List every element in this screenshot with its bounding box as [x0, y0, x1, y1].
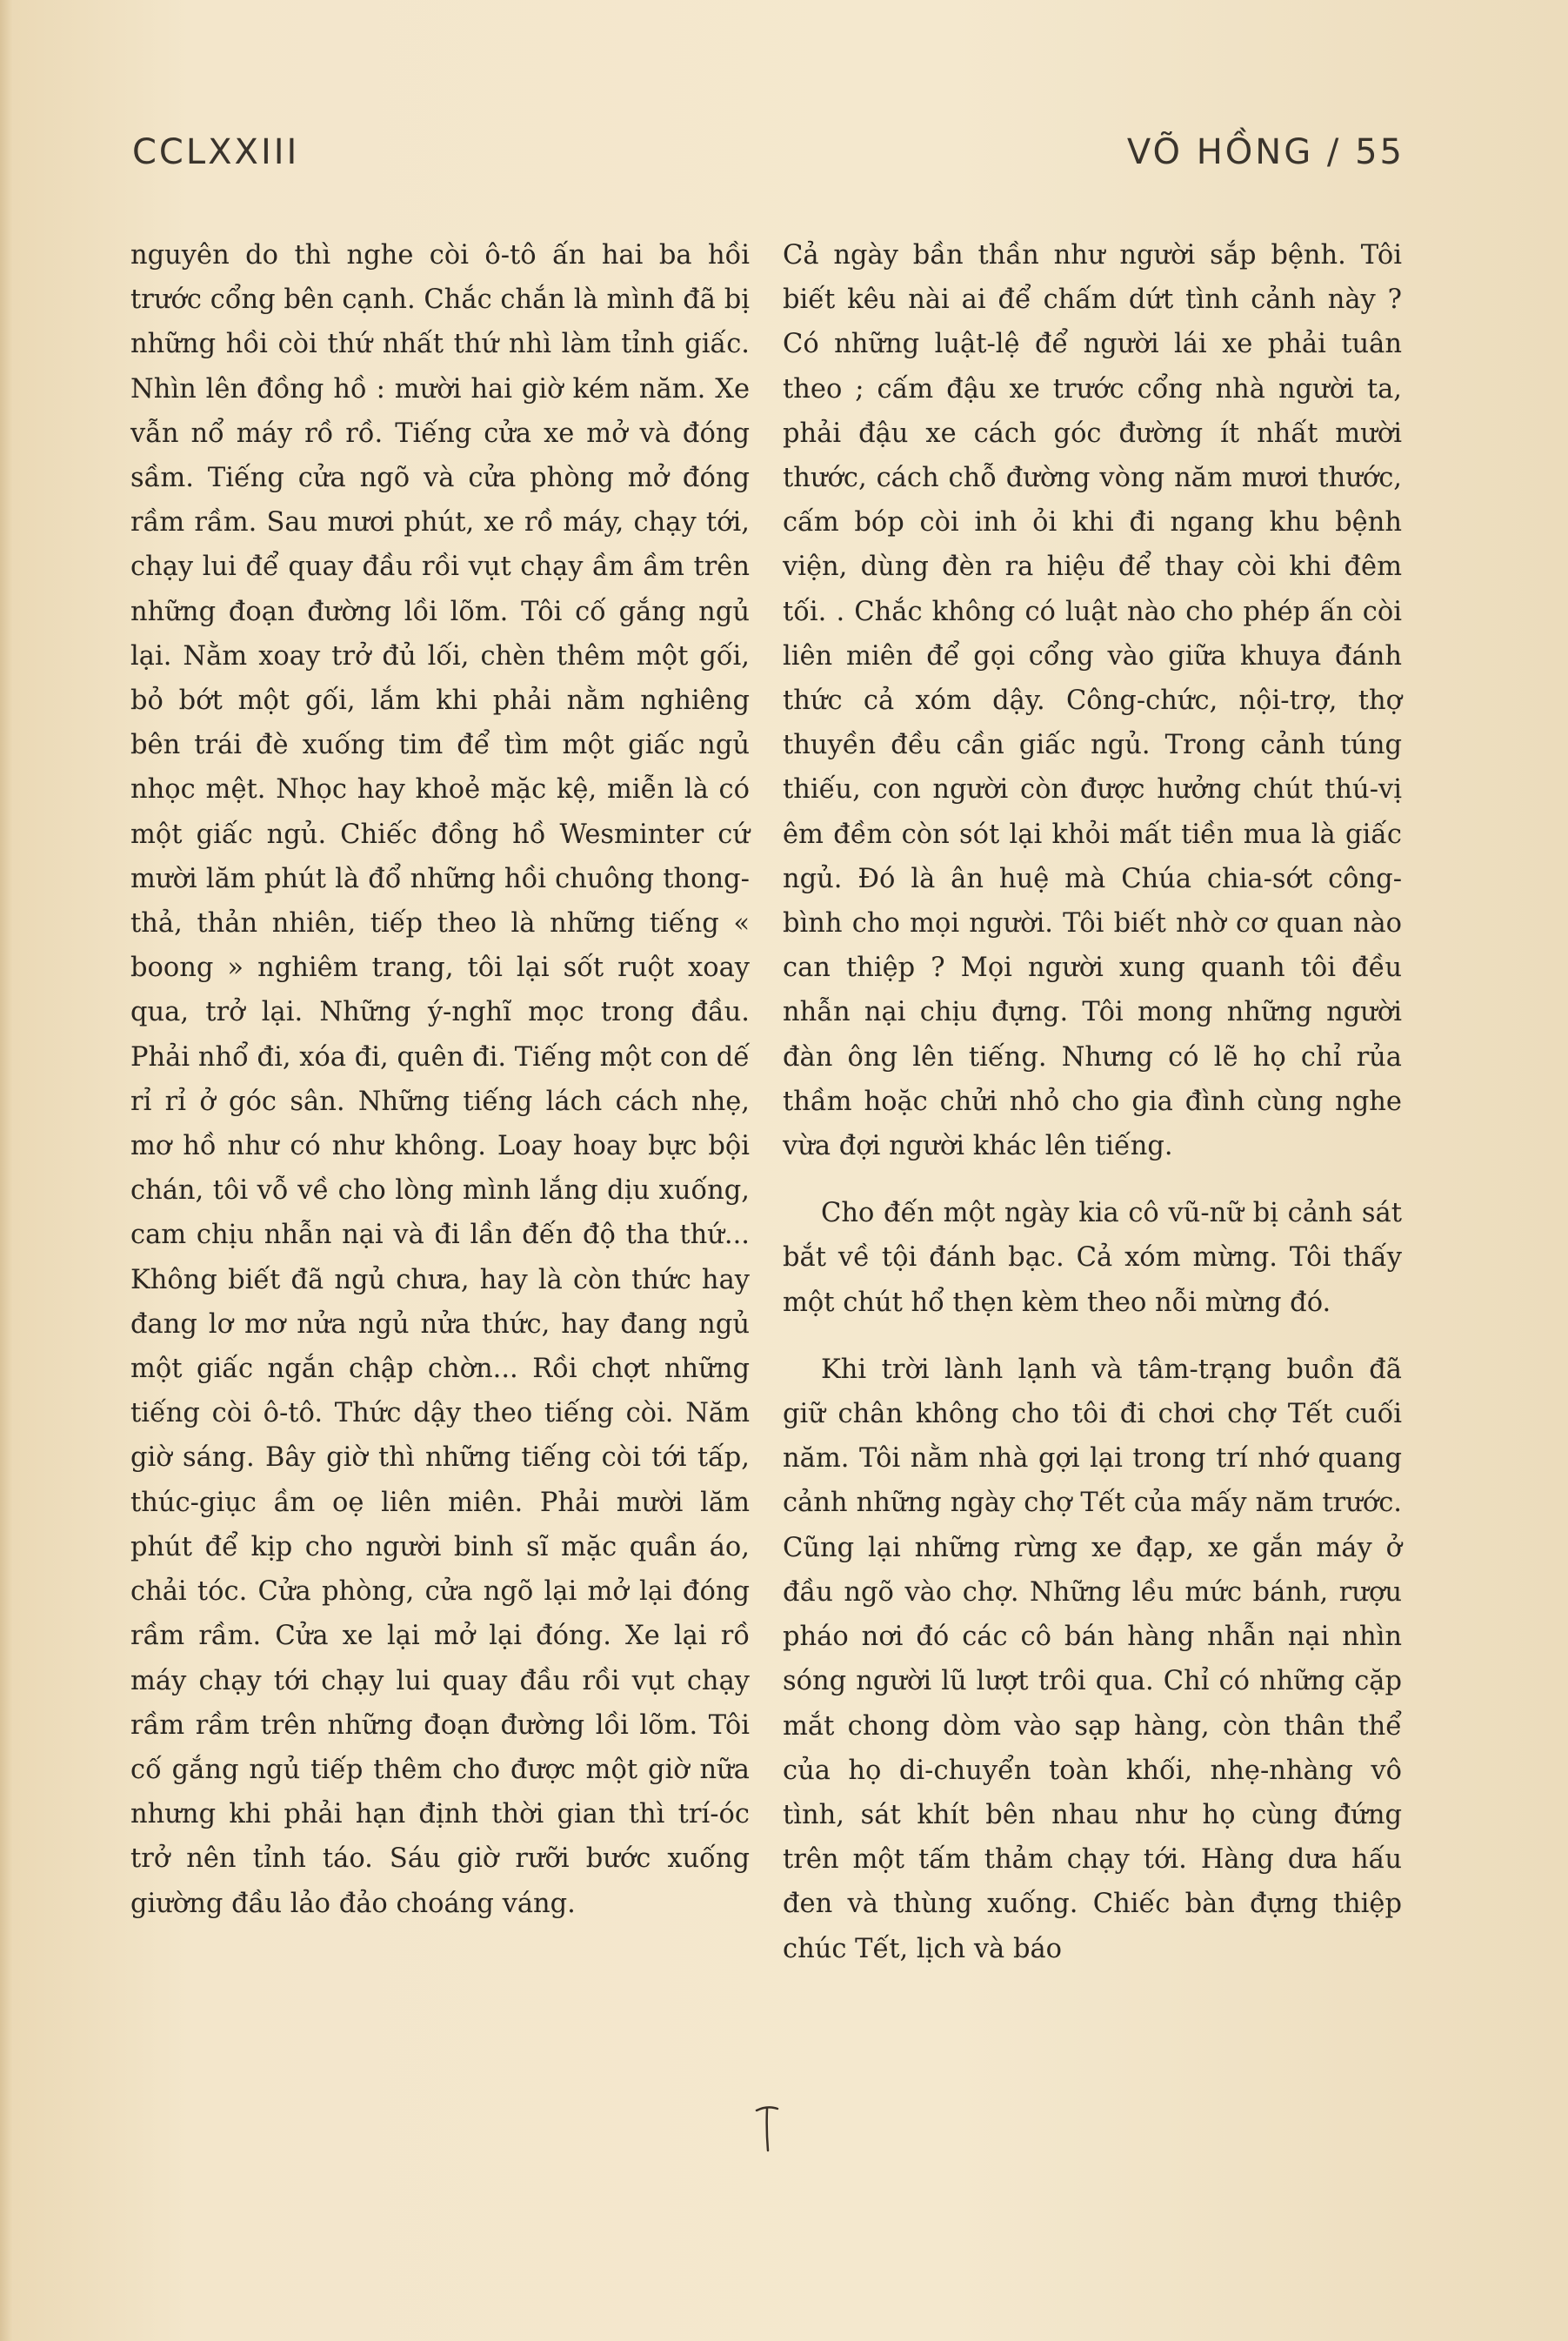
paragraph: Khi trời lành lạnh và tâm-trạng buồn đã giữ chân không cho tôi đi chơi chợ Tết cuối năm. Tôi nằm nhà gợi lại trong trí nhớ quang cảnh những ngày chợ Tết của mấy năm trước. Cũng lại những rừng xe đạp, xe gắn máy ở đầu ngõ vào chợ. Những lều mức bánh, rượu pháo nơi đó các cô bán hàng nhẫn nại nhìn sóng người lũ lượt trôi qua. Chỉ có những cặp mắt chong dòm vào sạp hàng, còn thân thể của họ di-chuyển toàn khối, nhẹ-nhàng vô tình, sát khít bên nhau như họ cùng đứng trên một tấm thảm chạy tới. Hàng dưa hấu đen và thùng xuống. Chiếc bàn đựng thiệp chúc Tết, lịch và báo [783, 1354, 1402, 1964]
paragraph-gap [783, 1325, 1402, 1348]
header-author-page: VÕ HỒNG / 55 [1126, 132, 1405, 172]
paragraph: Cho đến một ngày kia cô vũ-nữ bị cảnh sát bắt về tội đánh bạc. Cả xóm mừng. Tôi thấy một chút hổ thẹn kèm theo nỗi mừng đó. [783, 1198, 1402, 1318]
handwritten-mark-icon [755, 2104, 779, 2154]
paragraph-gap [783, 1168, 1402, 1191]
running-header [132, 132, 1405, 184]
left-column [130, 233, 750, 1926]
paragraph: Cả ngày bần thần như người sắp bệnh. Tôi biết kêu nài ai để chấm dứt tình cảnh này ? Có những luật-lệ để người lái xe phải tuân theo ; cấm đậu xe trước cổng nhà người ta, phải đậu xe cách góc đường ít nhất mười thước, cách chỗ đường vòng năm mươi thước, cấm bóp còi inh ỏi khi đi ngang khu bệnh viện, dùng đèn ra hiệu để thay còi khi đêm tối. . Chắc không có luật nào cho phép ấn còi liên miên để gọi cổng vào giữa khuya đánh thức cả xóm dậy. Công-chức, nội-trợ, thợ thuyền đều cần giấc ngủ. Trong cảnh túng thiếu, con người còn được hưởng chút thú-vị êm đềm còn sót lại khỏi mất tiền mua là giấc ngủ. Đó là ân huệ mà Chúa chia-sớt công-bình cho mọi người. Tôi biết nhờ cơ quan nào can thiệp ? Mọi người xung quanh tôi đều nhẫn nại chịu đựng. Tôi mong những người đàn ông lên tiếng. Nhưng có lẽ họ chỉ rủa thầm hoặc chửi nhỏ cho gia đình cùng nghe vừa đợi người khác lên tiếng. [783, 240, 1402, 1162]
header-issue-number: CCLXXIII [132, 132, 300, 172]
right-column [783, 233, 1402, 1971]
page-edge-shadow [0, 0, 12, 2341]
paragraph: nguyên do thì nghe còi ô-tô ấn hai ba hồi trước cổng bên cạnh. Chắc chắn là mình đã bị những hồi còi thứ nhất thứ nhì làm tỉnh giấc. Nhìn lên đồng hồ : mười hai giờ kém năm. Xe vẫn nổ máy rồ rồ. Tiếng cửa xe mở và đóng sầm. Tiếng cửa ngõ và cửa phòng mở đóng rầm rầm. Sau mươi phút, xe rồ máy, chạy tới, chạy lui để quay đầu rồi vụt chạy ầm ầm trên những đoạn đường lồi lõm. Tôi cố gắng ngủ lại. Nằm xoay trở đủ lối, chèn thêm một gối, bỏ bớt một gối, lắm khi phải nằm nghiêng bên trái đè xuống tim để tìm một giấc ngủ nhọc mệt. Nhọc hay khoẻ mặc kệ, miễn là có một giấc ngủ. Chiếc đồng hồ Wesminter cứ mười lăm phút là đổ những hồi chuông thong-thả, thản nhiên, tiếp theo là những tiếng « boong » nghiêm trang, tôi lại sốt ruột xoay qua, trở lại. Những ý-nghĩ mọc trong đầu. Phải nhổ đi, xóa đi, quên đi. Tiếng một con dế rỉ rỉ ở góc sân. Những tiếng lách cách nhẹ, mơ hồ như có như không. Loay hoay bực bội chán, tôi vỗ về cho lòng mình lắng dịu xuống, cam chịu nhẫn nại và đi lần đến độ tha thứ... Không biết đã ngủ chưa, hay là còn thức hay đang lơ mơ nửa ngủ nửa thức, hay đang ngủ một giấc ngắn chập chờn... Rồi chợt những tiếng còi ô-tô. Thức dậy theo tiếng còi. Năm giờ sáng. Bây giờ thì những tiếng còi tới tấp, thúc-giục ầm oẹ liên miên. Phải mười lăm phút để kịp cho người binh sĩ mặc quần áo, chải tóc. Cửa phòng, cửa ngõ lại mở lại đóng rầm rầm. Cửa xe lại mở lại đóng. Xe lại rồ máy chạy tới chạy lui quay đầu rồi vụt chạy rầm rầm trên những đoạn đường lồi lõm. Tôi cố gắng ngủ tiếp thêm cho được một giờ nữa nhưng khi phải hạn định thời gian thì trí-óc trở nên tỉnh táo. Sáu giờ rưỡi bước xuống giường đầu lảo đảo choáng váng. [130, 240, 750, 1919]
